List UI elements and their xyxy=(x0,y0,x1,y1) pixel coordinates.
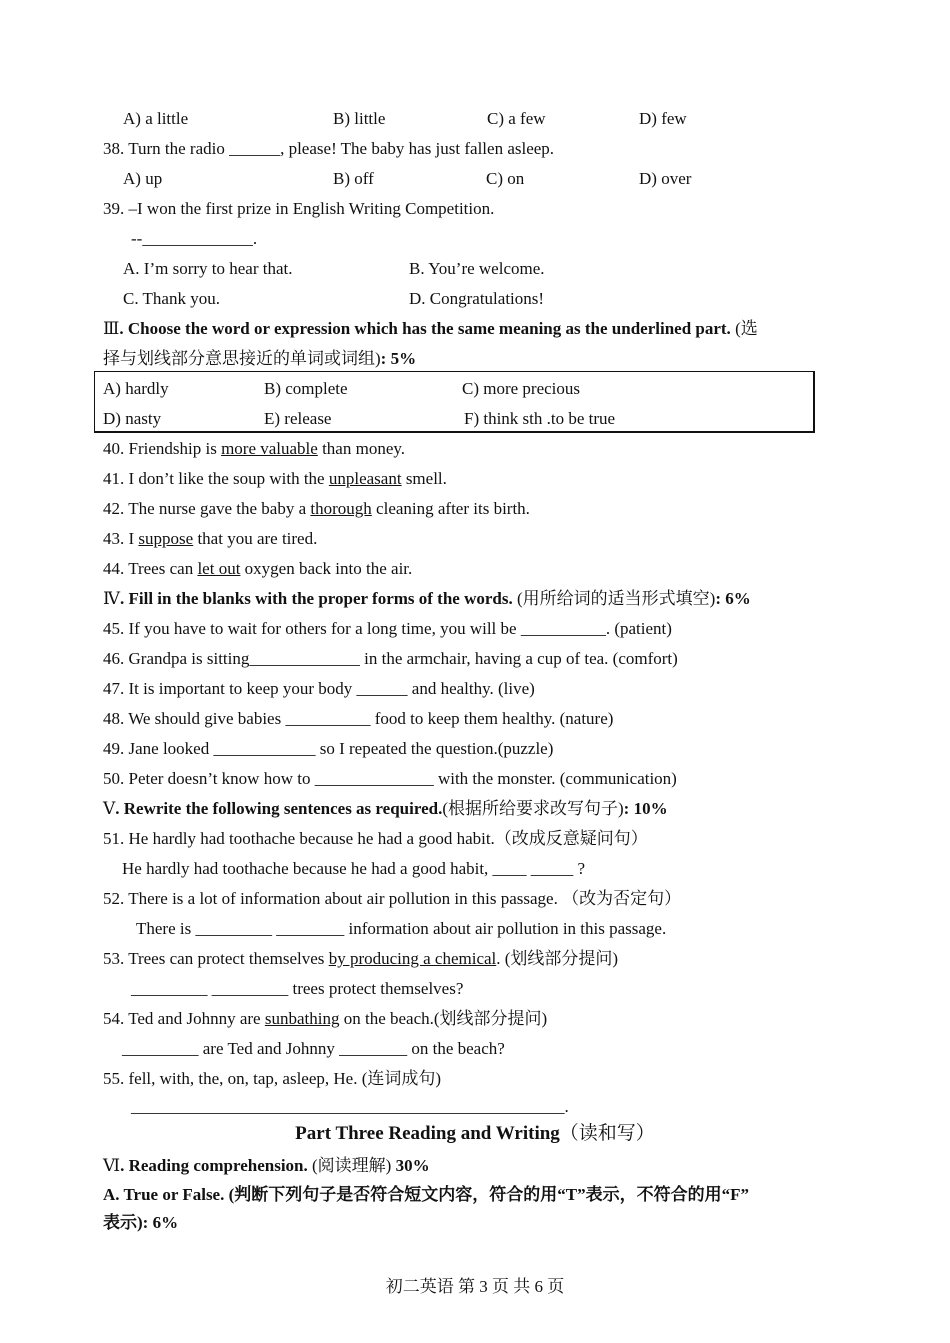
q44 xyxy=(103,558,412,580)
q55-answer-line: ___________________________________________________. xyxy=(131,1097,569,1116)
q44-underlined: let out xyxy=(197,559,241,578)
q39-reply-blank: --_____________. xyxy=(131,229,258,248)
part3-title: Part Three Reading and Writing xyxy=(295,1123,560,1144)
section4-title: . Fill in the blanks with the proper forms of the words. xyxy=(119,589,513,608)
section6-heading xyxy=(103,1155,430,1177)
section4-points: : 6% xyxy=(715,589,751,608)
section3-title: . Choose the word or expression which has the same meaning as the underlined part. xyxy=(119,319,731,338)
section6-title: . Reading comprehension. xyxy=(120,1156,308,1175)
q40 xyxy=(103,438,405,460)
q40-post: than money. xyxy=(317,439,406,458)
q39-option-b: B. You’re welcome. xyxy=(409,259,545,278)
word-bank-box xyxy=(94,371,815,433)
part3-heading xyxy=(0,1122,950,1146)
q42-post: cleaning after its birth. xyxy=(371,499,530,518)
q41-post: smell. xyxy=(401,469,447,488)
q37-option-b: B) little xyxy=(333,109,386,128)
q37-option-a: A) a little xyxy=(123,109,189,128)
q54-underlined: sunbathing xyxy=(264,1009,340,1028)
q52-answer: There is _________ ________ information about air pollution in this passage. xyxy=(136,919,667,938)
q43-pre: 43. I xyxy=(103,529,139,548)
q42-pre: 42. The nurse gave the baby a xyxy=(103,499,311,518)
q50: 50. Peter doesn’t know how to ______________ with the monster. (communication) xyxy=(103,769,677,788)
q51: 51. He hardly had toothache because he had a good habit.（改成反意疑问句） xyxy=(103,829,648,848)
q52: 52. There is a lot of information about air pollution in this passage. （改为否定句） xyxy=(103,889,682,908)
q41-underlined: unpleasant xyxy=(328,469,402,488)
q39-option-c: C. Thank you. xyxy=(123,289,220,308)
q38-option-a: A) up xyxy=(123,169,163,188)
q37-option-c: C) a few xyxy=(487,109,546,128)
section3-heading-line2 xyxy=(103,348,416,370)
q49: 49. Jane looked ____________ so I repeated the question.(puzzle) xyxy=(103,739,554,758)
section5-heading xyxy=(103,798,668,820)
section5-points: : 10% xyxy=(623,799,668,818)
word-bank-f: F) think sth .to be true xyxy=(464,409,616,428)
word-bank-c: C) more precious xyxy=(462,379,581,398)
section3-numeral: Ⅲ xyxy=(103,319,120,338)
section4-cn: (用所给词的适当形式填空) xyxy=(512,589,716,608)
section6-cn: (阅读理解) xyxy=(307,1156,392,1175)
q54 xyxy=(103,1008,547,1030)
section4-numeral: Ⅳ xyxy=(103,589,120,608)
section3-cn: 择与划线部分意思接近的单词或词组) xyxy=(103,349,381,368)
section5-numeral: Ⅴ xyxy=(103,799,116,818)
section3-points: : 5% xyxy=(380,349,417,368)
q39-stem: 39. –I won the first prize in English Writing Competition. xyxy=(103,199,495,218)
word-bank-a: A) hardly xyxy=(103,379,169,398)
q43 xyxy=(103,528,317,550)
section6-numeral: Ⅵ xyxy=(103,1156,121,1175)
q55: 55. fell, with, the, on, tap, asleep, He. (连词成句) xyxy=(103,1069,442,1088)
q41 xyxy=(103,468,447,490)
q42-underlined: thorough xyxy=(310,499,372,518)
q38-stem: 38. Turn the radio ______, please! The baby has just fallen asleep. xyxy=(103,139,555,158)
section6-points: 30% xyxy=(391,1156,430,1175)
page-footer: 初二英语 第 3 页 共 6 页 xyxy=(385,1277,565,1296)
q47: 47. It is important to keep your body ______ and healthy. (live) xyxy=(103,679,535,698)
q53 xyxy=(103,948,618,970)
q38-option-c: C) on xyxy=(486,169,525,188)
q53-underlined: by producing a chemical xyxy=(328,949,497,968)
q51-answer: He hardly had toothache because he had a good habit, ____ _____ ? xyxy=(122,859,586,878)
q39-option-a: A. I’m sorry to hear that. xyxy=(123,259,293,278)
section5-title: . Rewrite the following sentences as required. xyxy=(115,799,443,818)
q54-post: on the beach.(划线部分提问) xyxy=(339,1009,548,1028)
q45: 45. If you have to wait for others for a long time, you will be __________. (patient) xyxy=(103,619,672,638)
word-bank-d: D) nasty xyxy=(103,409,162,428)
word-bank-e: E) release xyxy=(264,409,332,428)
q44-post: oxygen back into the air. xyxy=(240,559,413,578)
q48: 48. We should give babies __________ food to keep them healthy. (nature) xyxy=(103,709,614,728)
q38-option-d: D) over xyxy=(639,169,692,188)
section4-heading xyxy=(103,588,751,610)
q40-pre: 40. Friendship is xyxy=(103,439,222,458)
q40-underlined: more valuable xyxy=(221,439,318,458)
q43-post: that you are tired. xyxy=(193,529,318,548)
q53-answer: _________ _________ trees protect themselves? xyxy=(131,979,464,998)
q39-option-d: D. Congratulations! xyxy=(409,289,545,308)
q41-pre: 41. I don’t like the soup with the xyxy=(103,469,329,488)
section3-heading xyxy=(103,318,758,340)
section6-sub-a-line1: A. True or False. (判断下列句子是否符合短文内容，符合的用“T”表示，不符合的用“F” xyxy=(103,1185,749,1204)
q54-pre: 54. Ted and Johnny are xyxy=(103,1009,265,1028)
section3-cn-open: (选 xyxy=(730,319,758,338)
q54-answer: _________ are Ted and Johnny ________ on the beach? xyxy=(122,1039,505,1058)
section5-cn: (根据所给要求改写句子) xyxy=(442,799,624,818)
section6-sub-a-line2: 表示): 6% xyxy=(103,1213,179,1232)
q46: 46. Grandpa is sitting_____________ in the armchair, having a cup of tea. (comfort) xyxy=(103,649,678,668)
q42 xyxy=(103,498,530,520)
q38-option-b: B) off xyxy=(333,169,374,188)
q44-pre: 44. Trees can xyxy=(103,559,198,578)
q53-post: . (划线部分提问) xyxy=(496,949,619,968)
q37-option-d: D) few xyxy=(639,109,687,128)
q53-pre: 53. Trees can protect themselves xyxy=(103,949,329,968)
q43-underlined: suppose xyxy=(138,529,194,548)
part3-title-cn: （读和写） xyxy=(559,1123,655,1144)
word-bank-b: B) complete xyxy=(264,379,348,398)
